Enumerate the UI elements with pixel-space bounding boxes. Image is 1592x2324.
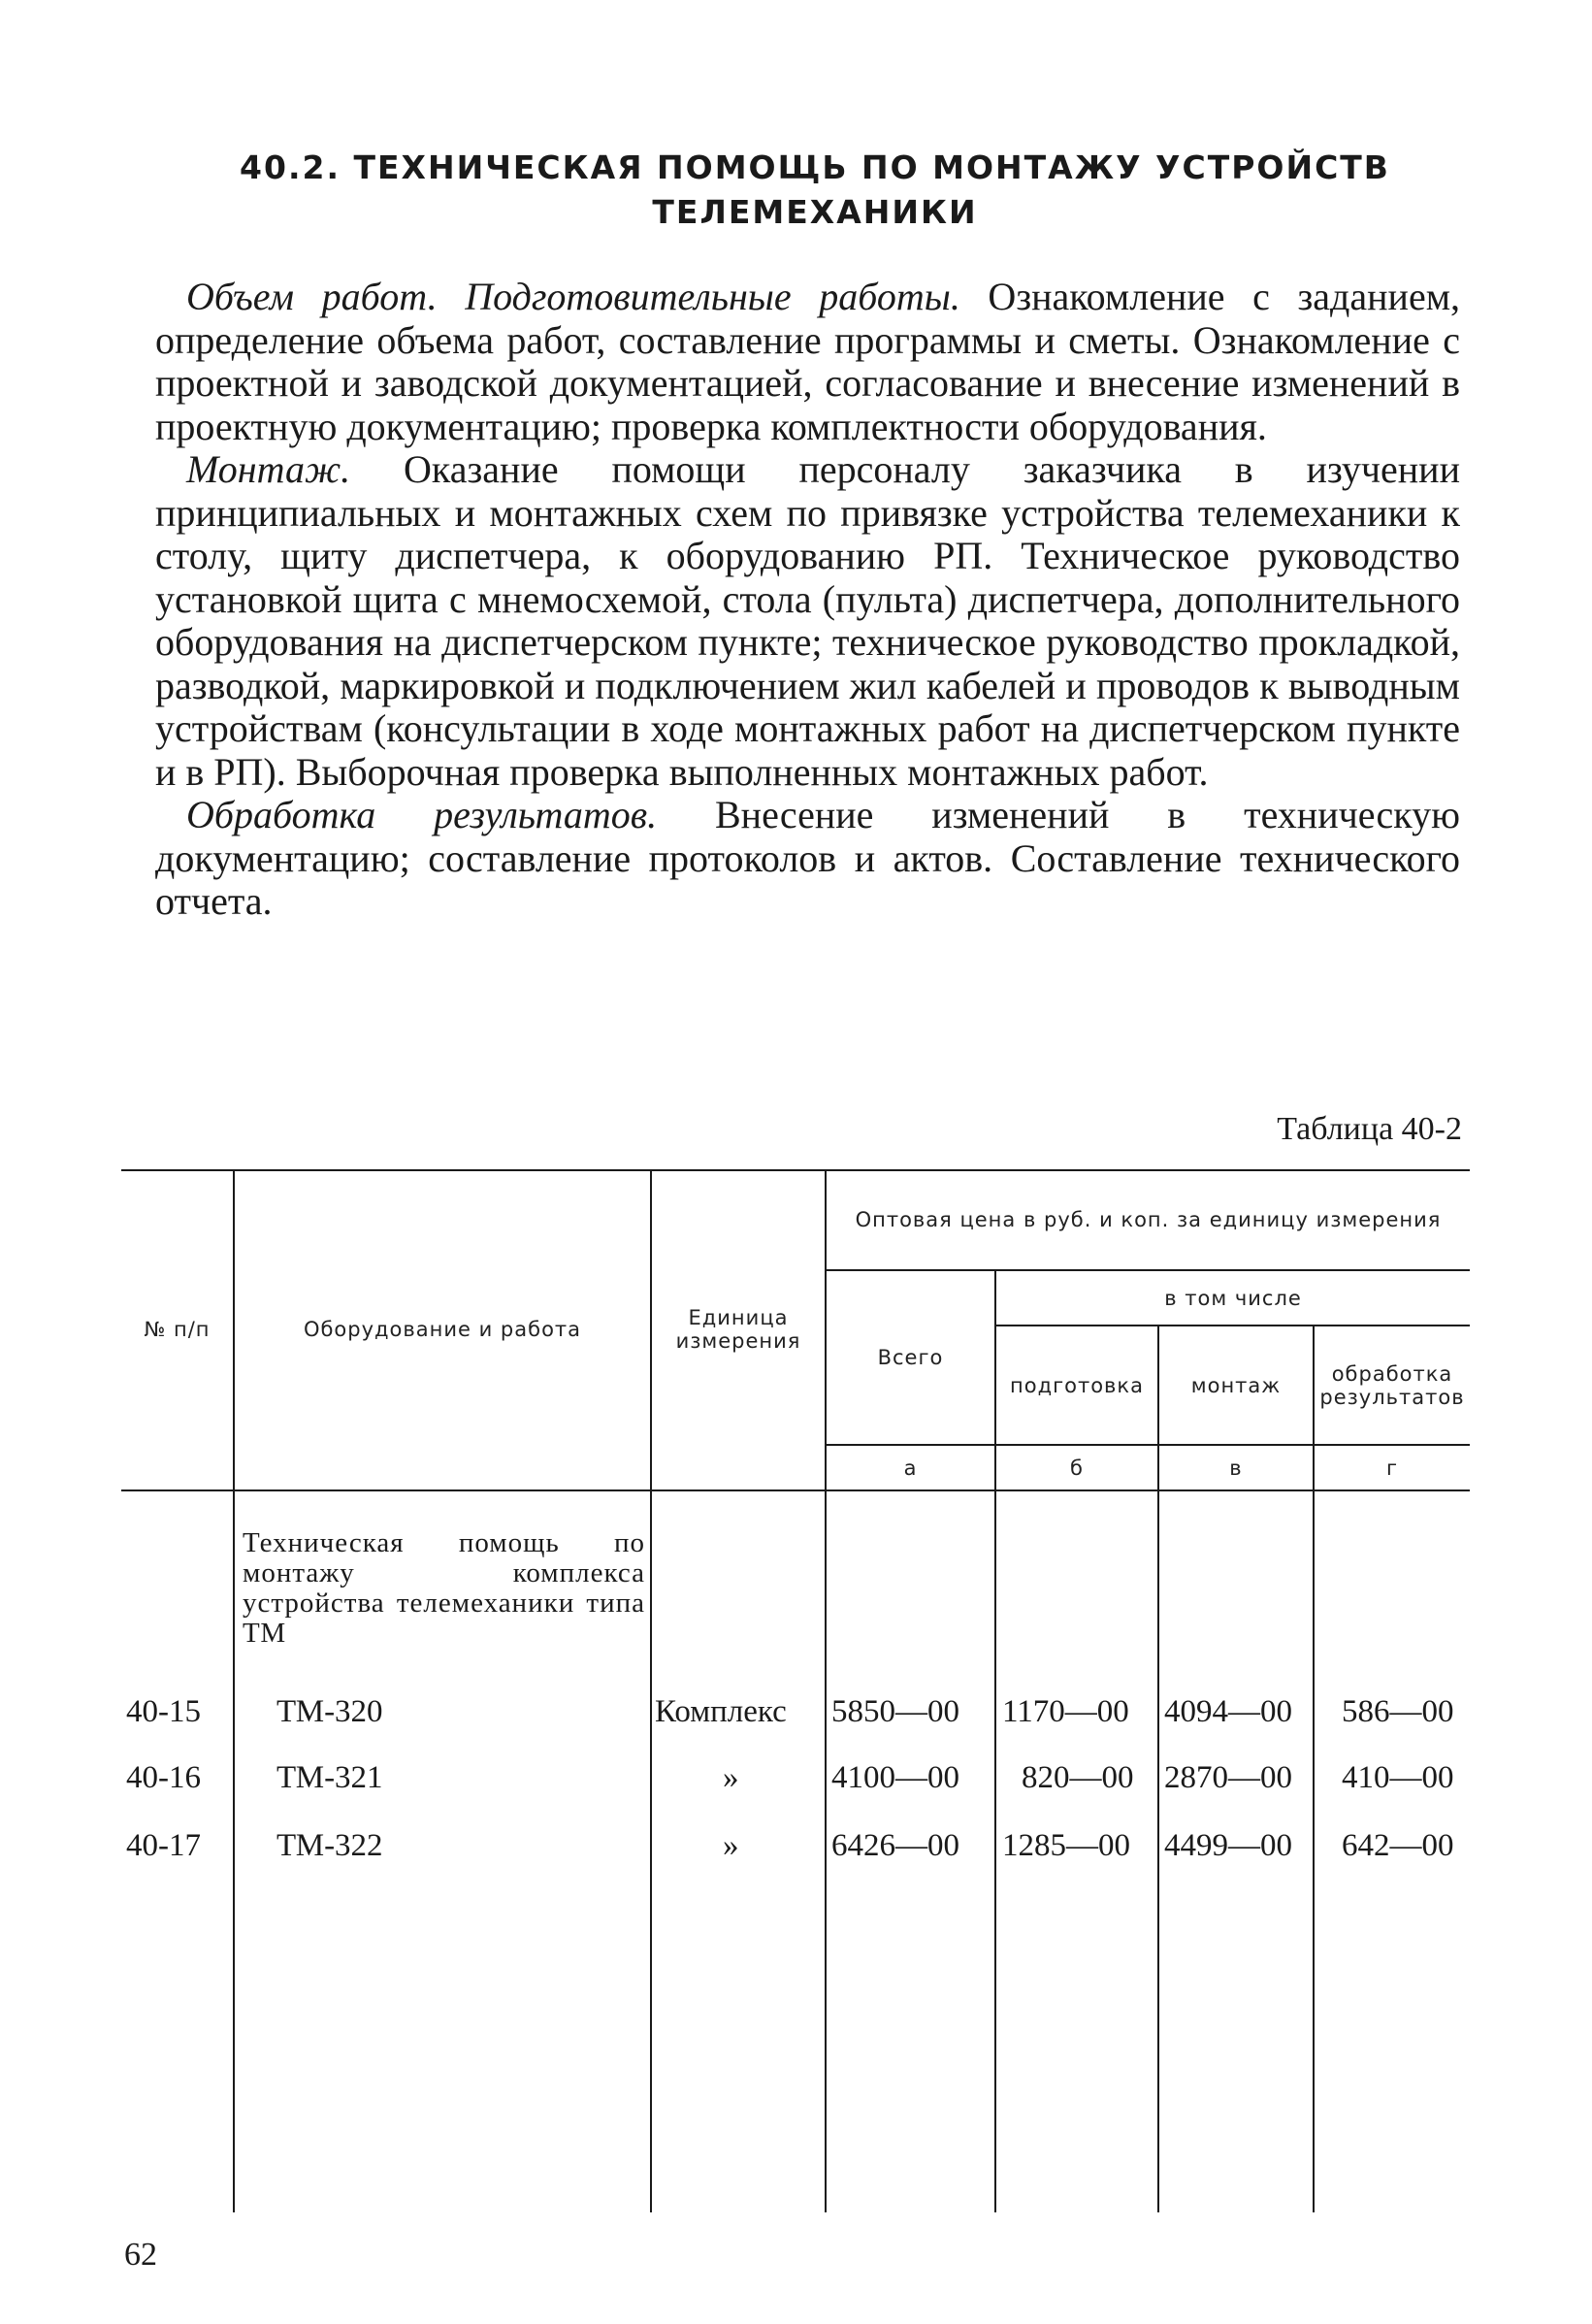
section-heading [175,146,1455,235]
row-3-prep: 1285—00 [1002,1828,1130,1863]
row-2-unit: » [723,1760,739,1795]
row-2-total: 4100—00 [831,1760,959,1795]
row-1-num: 40-15 [126,1694,201,1729]
header-letter-g: г [1385,1456,1399,1480]
header-price-group: Оптовая цена в руб. и коп. за единицу измерения [855,1207,1442,1231]
header-unit: Единица измерения [675,1306,801,1353]
row-2-name: ТМ-321 [276,1760,383,1795]
row-3-name: ТМ-322 [276,1828,383,1863]
row-group-description: Техническая помощь по монтажу комплекса устройства телемеханики типа ТМ [243,1527,645,1649]
row-3-unit: » [723,1828,739,1863]
section-heading-line-1: 40.2. ТЕХНИЧЕСКАЯ ПОМОЩЬ ПО МОНТАЖУ УСТРОЙСТВ [240,148,1390,186]
paragraph-results-lead: Обработка результатов. [186,793,658,836]
price-table [121,1169,1470,2212]
row-3-mount: 4499—00 [1164,1828,1292,1863]
header-prep: подготовка [1010,1373,1144,1397]
section-heading-line-2: ТЕЛЕМЕХАНИКИ [652,193,978,231]
row-2-mount: 2870—00 [1164,1760,1292,1795]
row-1-name: ТМ-320 [276,1694,383,1729]
header-num: № п/п [144,1318,211,1341]
row-1-unit: Комплекс [655,1694,787,1729]
row-2-processing: 410—00 [1342,1760,1454,1795]
paragraph-mounting-text: Оказание помощи персоналу заказчика в изучении принципиальных и монтажных схем по привязке устройства телемеханики к столу, щиту диспетчера, к оборудованию РП. Техническое руководство установкой щита с мнемосхемой, стола (пульта) диспетчера, дополнительного оборудования на диспетчерском пункте; техническое руководство прокладкой, разводкой, маркировкой и подключением жил кабелей и проводов к выводным устройствам (консультации в ходе монтажных работ на диспетчерском пункте и в РП). Выборочная проверка выполненных монтажных работ. [155,447,1460,794]
table-caption: Таблица 40-2 [1277,1111,1462,1147]
row-2-num: 40-16 [126,1760,201,1795]
paragraph-mounting [155,448,1460,794]
paragraph-results-text: Внесение изменений в техническую документацию; составление протоколов и актов. Составление технического отчета. [155,793,1460,923]
row-1-mount: 4094—00 [1164,1694,1292,1729]
row-2-prep: 820—00 [1022,1760,1134,1795]
header-bottom-rule [121,1489,1470,1491]
paragraph-mounting-lead: Монтаж. [186,447,351,491]
paragraph-results [155,794,1460,924]
header-letter-v: в [1229,1456,1243,1480]
header-letter-b: б [1070,1456,1084,1480]
row-3-processing: 642—00 [1342,1828,1454,1863]
paragraph-scope [155,276,1460,448]
row-3-num: 40-17 [126,1828,201,1863]
header-including: в том числе [1164,1286,1302,1310]
body-text [155,276,1460,924]
row-1-prep: 1170—00 [1002,1694,1129,1729]
header-letter-a: а [903,1456,918,1480]
header-total: Всего [877,1346,944,1369]
header-equipment: Оборудование и работа [303,1318,582,1341]
paragraph-scope-text: Ознакомление с заданием, определение объема работ, составление программы и сметы. Ознакомление с проектной и заводской документацией, согласование и внесение изменений в проектную документацию; проверка комплектности оборудования. [155,275,1461,448]
row-1-processing: 586—00 [1342,1694,1454,1729]
header-mount: монтаж [1190,1373,1282,1397]
row-3-total: 6426—00 [831,1828,959,1863]
paragraph-scope-lead: Объем работ. Подготовительные работы. [186,275,960,318]
header-processing: обработка результатов [1319,1361,1465,1409]
row-1-total: 5850—00 [831,1694,959,1729]
page-number: 62 [124,2237,157,2273]
